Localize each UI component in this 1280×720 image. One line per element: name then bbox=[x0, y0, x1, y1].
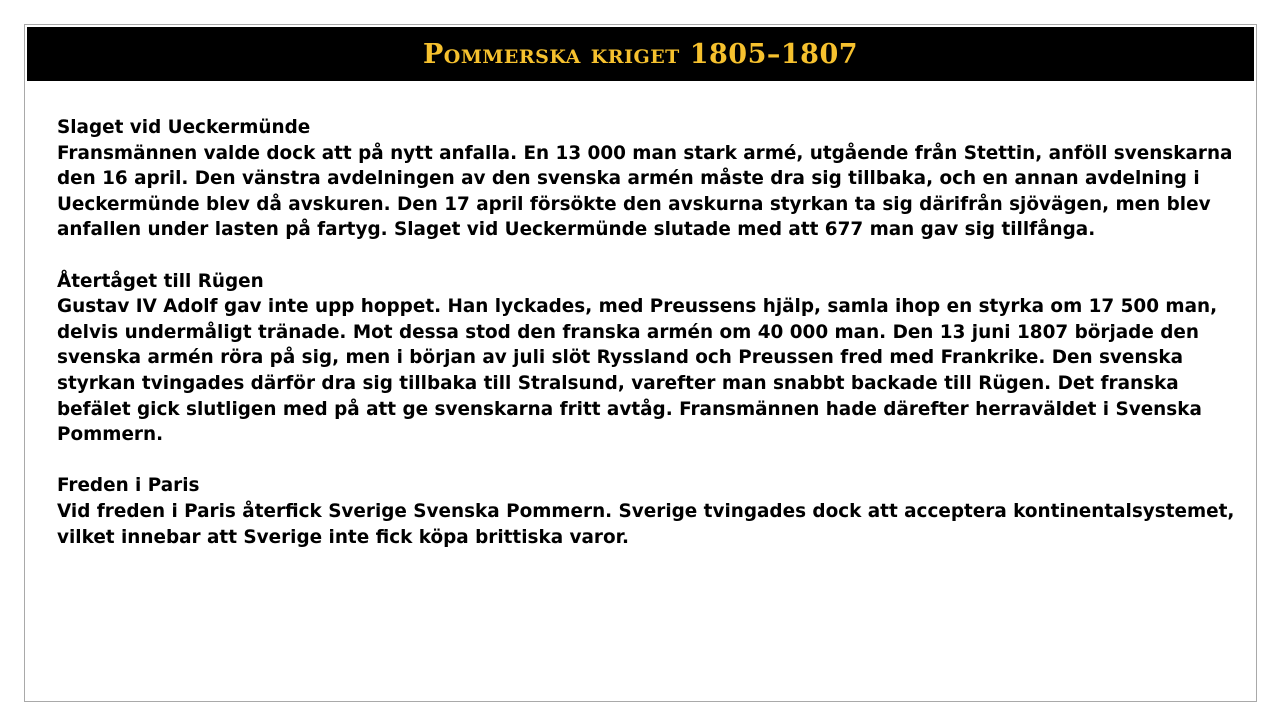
slide-title: Pommerska kriget 1805–1807 bbox=[422, 38, 859, 70]
section-body: Gustav IV Adolf gav inte upp hoppet. Han lyckades, med Preussens hjälp, samla ihop en styrka om 17 500 man, delvis undermåligt tränade. Mot dessa stod den franska armén om 40 000 man. Den 13 juni 1807 började den svenska armén röra på sig, men i början av juli slöt Ryssland och Preussen fred med Frankrike. Den svenska styrkan tvingades därför dra sig tillbaka till Stralsund, varefter man snabbt backade till Rügen. Det franska befälet gick slutligen med på att ge svenskarna fritt avtåg. Fransmännen hade därefter herraväldet i Svenska Pommern. bbox=[57, 296, 1218, 446]
slide bbox=[24, 24, 1257, 702]
section-heading: Freden i Paris bbox=[57, 475, 200, 497]
section-retreat-rugen bbox=[57, 269, 1242, 448]
section-heading: Slaget vid Ueckermünde bbox=[57, 117, 311, 138]
title-bar bbox=[27, 27, 1254, 81]
section-peace-paris bbox=[57, 473, 1242, 550]
section-body: Fransmännen valde dock att på nytt anfalla. En 13 000 man stark armé, utgående från Stettin, anföll svenskarna den 16 april. Den vänstra avdelningen av den svenska armén måste dra sig tillbaka, och en annan avdelning i Ueckermünde blev då avskuren. Den 17 april försökte den avskurna styrkan ta sig därifrån sjövägen, men blev anfallen under lasten på fartyg. Slaget vid Ueckermünde slutade med att 677 man gav sig tillfånga. bbox=[57, 142, 1233, 241]
section-heading: Återtåget till Rügen bbox=[57, 270, 264, 292]
section-body: Vid freden i Paris återfick Sverige Svenska Pommern. Sverige tvingades dock att acceptera kontinentalsystemet, vilket innebar att Sverige inte fick köpa brittiska varor. bbox=[57, 500, 1235, 548]
slide-content bbox=[57, 115, 1242, 576]
section-ueckermunde bbox=[57, 115, 1242, 243]
